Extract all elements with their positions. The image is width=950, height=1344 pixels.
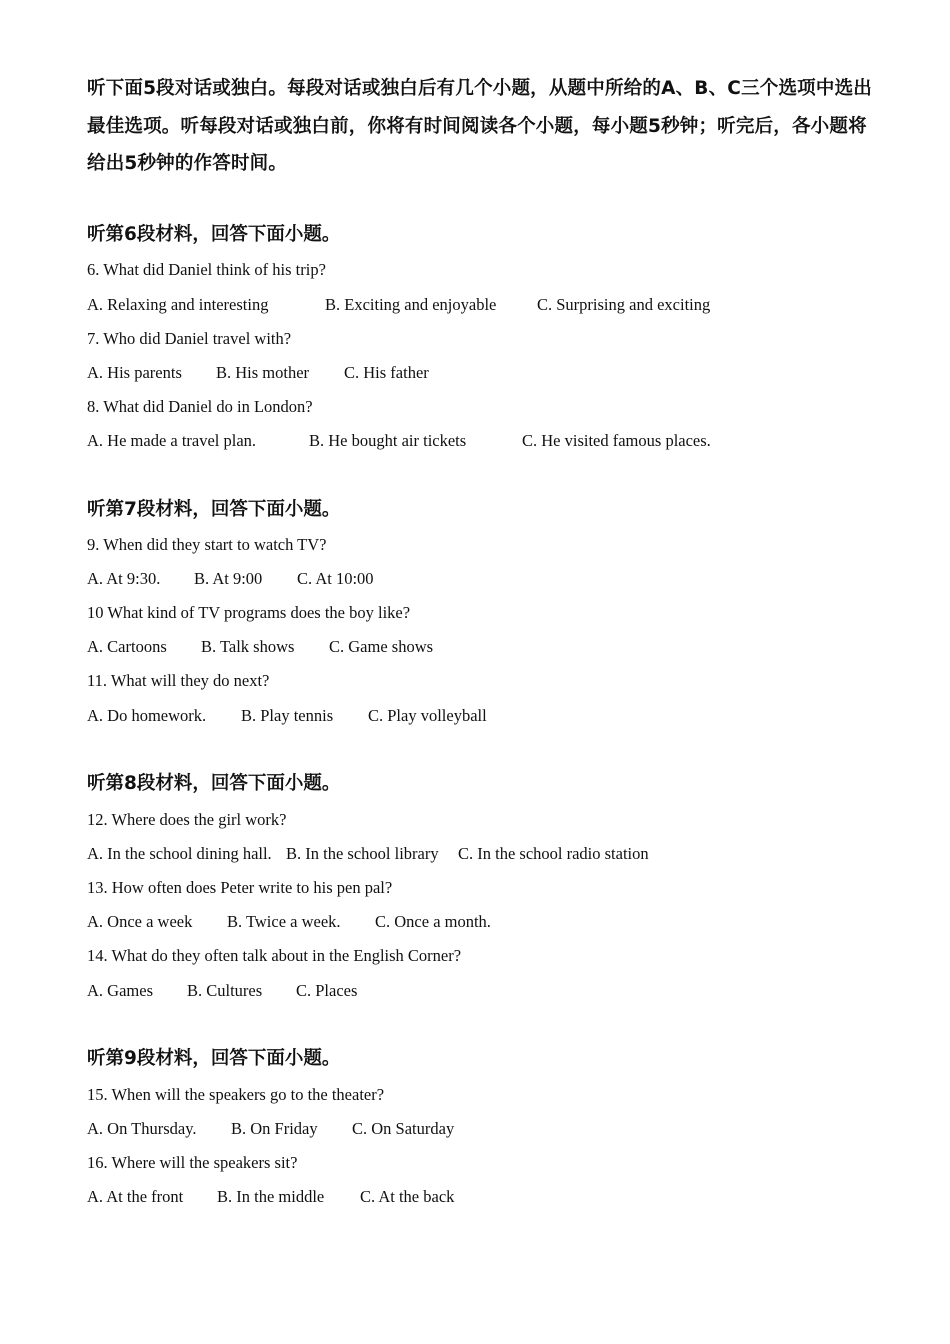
question-15: 15. When will the speakers go to the theater? <box>87 1085 385 1104</box>
option-6b: B. Exciting and enjoyable <box>325 295 497 314</box>
option-9c: C. At 10:00 <box>297 569 374 588</box>
option-16a: A. At the front <box>87 1187 184 1206</box>
option-12a: A. In the school dining hall. <box>87 844 272 863</box>
option-10c: C. Game shows <box>329 637 434 656</box>
option-13b: B. Twice a week. <box>227 912 341 931</box>
option-9a: A. At 9:30. <box>87 569 161 588</box>
question-11: 11. What will they do next? <box>87 671 270 690</box>
option-8a: A. He made a travel plan. <box>87 431 257 450</box>
option-15a: A. On Thursday. <box>87 1119 197 1138</box>
option-10b: B. Talk shows <box>201 637 295 656</box>
option-13c: C. Once a month. <box>375 912 491 931</box>
section-9-title: 听第9段材料，回答下面小题。 <box>87 1048 341 1069</box>
option-7c: C. His father <box>344 363 429 382</box>
option-8c: C. He visited famous places. <box>522 431 711 450</box>
option-6a: A. Relaxing and interesting <box>87 295 269 314</box>
section-8-title: 听第8段材料，回答下面小题。 <box>87 773 341 794</box>
question-13: 13. How often does Peter write to his pen pal? <box>87 878 393 897</box>
option-7a: A. His parents <box>87 363 182 382</box>
question-6: 6. What did Daniel think of his trip? <box>87 260 326 279</box>
option-7b: B. His mother <box>216 363 310 382</box>
option-8b: B. He bought air tickets <box>309 431 467 450</box>
option-15b: B. On Friday <box>231 1119 318 1138</box>
instructions: 听下面5段对话或独白。每段对话或独白后有几个小题，从题中所给的A、B、C三个选项中选出最佳选项。听每段对话或独白前，你将有时间阅读各个小题，每小题5秒钟；听完后，各小题将给出5秒钟的作答时间。 <box>87 78 872 174</box>
question-8: 8. What did Daniel do in London? <box>87 397 313 416</box>
option-12c: C. In the school radio station <box>458 844 649 863</box>
question-12: 12. Where does the girl work? <box>87 810 287 829</box>
section-6-title: 听第6段材料，回答下面小题。 <box>87 224 341 245</box>
option-14a: A. Games <box>87 981 153 1000</box>
question-9: 9. When did they start to watch TV? <box>87 535 327 554</box>
question-16: 16. Where will the speakers sit? <box>87 1153 298 1172</box>
option-11c: C. Play volleyball <box>368 706 487 725</box>
question-10: 10 What kind of TV programs does the boy like? <box>87 603 411 622</box>
question-7: 7. Who did Daniel travel with? <box>87 329 292 348</box>
option-15c: C. On Saturday <box>352 1119 455 1138</box>
section-7-title: 听第7段材料，回答下面小题。 <box>87 499 341 520</box>
option-16c: C. At the back <box>360 1187 455 1206</box>
option-6c: C. Surprising and exciting <box>537 295 711 314</box>
option-14b: B. Cultures <box>187 981 263 1000</box>
option-11b: B. Play tennis <box>241 706 334 725</box>
option-13a: A. Once a week <box>87 912 193 931</box>
option-11a: A. Do homework. <box>87 706 207 725</box>
option-9b: B. At 9:00 <box>194 569 263 588</box>
option-14c: C. Places <box>296 981 358 1000</box>
option-16b: B. In the middle <box>217 1187 325 1206</box>
option-12b: B. In the school library <box>286 844 439 863</box>
question-14: 14. What do they often talk about in the English Corner? <box>87 946 462 965</box>
option-10a: A. Cartoons <box>87 637 167 656</box>
